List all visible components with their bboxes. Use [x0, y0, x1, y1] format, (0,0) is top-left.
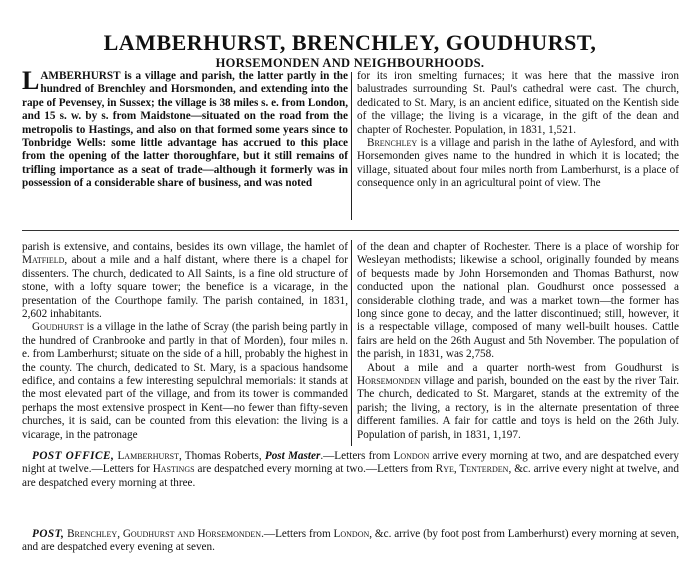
paragraph-text: About a mile and a quarter north-west from Goudhurst is — [367, 361, 679, 374]
place-name-horsemonden: Horsemonden — [357, 375, 421, 388]
paragraph-text: is a village and parish in the lathe of Aylesford, and with Horsemonden gives name to the hundred in which it is located; the village, situated about four miles north from Lamberhurst, is a place of consequence only in an agricultural point of view. The — [357, 137, 679, 190]
paragraph-goudhurst-end: of the dean and chapter of Rochester. There is a place of worship for Wesleyan methodists; likewise a school, originally founded by means of bequests made by John Horsemonden and Thomas Bathurst, now conducted upon the national plan. Goudhurst once possessed a considerable clothing trade, and was a market town—the former has long since gone to decay, and the latter discontinued; still, however, it is a respectable village, composed of many well-built houses. Cattle fairs are held on the 26th August and 5th November. The population of the parish, in 1831, was 2,758. — [357, 241, 679, 361]
place-rye-tenterden: Rye, Tenterden, — [435, 463, 512, 476]
post-text: Thomas Roberts, — [181, 450, 265, 462]
paragraph-text: parish is extensive, and contains, besides its own village, the hamlet of — [22, 241, 348, 253]
post-office-label: POST OFFICE, — [32, 450, 115, 462]
paragraph-lamberhurst-end: for its iron smelting furnaces; it was here that the massive iron balustrades surrounding St. Paul's cathedral were cast. The church, dedicated to St. Mary, is an ancient edifice, situated on the Kentish side of the village; the living is a vicarage, in the gift of the dean and chapter of Rochester. Population, in 1831, 1,521. — [357, 70, 679, 136]
paragraph-brenchley-end — [22, 241, 348, 321]
paragraph-horsemonden — [357, 362, 679, 442]
place-name-matfield: Matfield — [22, 254, 65, 267]
place-london: London — [393, 450, 430, 462]
post-text: —Letters from — [263, 528, 334, 540]
column-brenchley-goudhurst — [22, 241, 348, 442]
paragraph-text: is a village in the lathe of Scray (the parish being partly in the hundred of Cranbrooke and partly in that of Morden), four miles n. e. from Lamberhurst; situate on the side of a hill, probably the highest in the county. The church, dedicated to St. Mary, is a spacious handsome edifice, and contains a few interesting sepulchral memorials: it stands at the most elevated part of the village, and from its tower is commanded perhaps the most extensive prospect in Kent—no fewer than fifty-seven churches, it is said, can be counted from this elevation: the living is a vicarage, in the patronage — [22, 321, 348, 441]
place-name-brenchley: Brenchley — [367, 137, 418, 150]
post-text: , &c. arrive (by foot post from Lamberhurst) every morning at seven, and are despatched every evening at seven. — [22, 528, 680, 554]
place-london: London — [333, 528, 370, 540]
page-title: LAMBERHURST, BRENCHLEY, GOUDHURST, — [103, 30, 597, 55]
post-brenchley-goudhurst-horsemonden — [22, 528, 679, 555]
paragraph-lamberhurst — [22, 66, 348, 191]
post-office-place: Lamberhurst, — [114, 450, 182, 462]
section-divider — [22, 230, 679, 231]
paragraph-text: is a village and parish, the latter partly in the hundred of Brenchley and Horsmonden, and extending into the rape of Pevensey, in Sussex; the village is 38 miles s. e. from London, and 15 s. w. by s. from Maidstone—situated on the road from the metropolis to Hastings, and also on that formed some years since to Tonbridge Wells: some little advantage has accrued to this place from the opening of the latter thoroughfare, but it still remains of trifling importance as a seat of trade—although it formerly was in possession of a considerable share of business, and was noted — [22, 70, 348, 190]
column-goudhurst-horsemonden — [357, 241, 679, 442]
place-name-lamberhurst: AMBERHURST — [40, 70, 121, 82]
column-lamberhurst — [22, 66, 348, 191]
post-text: arrive every morning at two, and are despatched every night at twelve.—Letters for — [22, 450, 680, 476]
place-hastings: Hastings — [152, 463, 195, 476]
drop-cap: L — [22, 66, 40, 95]
paragraph-text: , about a mile and a half distant, where there is a chapel for dissenters. The church, dedicated to All Saints, is a fine old structure of stone, with a lofty square tower; the benefice is a vicarage, in the presentation of the Courthope family. The parish contained, in 1831, 2,602 inhabitants. — [22, 254, 348, 321]
column-divider-top — [351, 72, 352, 220]
paragraph-brenchley — [357, 137, 679, 191]
post-text: .—Letters from — [320, 450, 394, 462]
page-subtitle: HORSEMONDEN AND NEIGHBOURHOODS. — [215, 56, 485, 70]
post-label: POST, — [32, 528, 65, 540]
paragraph-goudhurst — [22, 321, 348, 442]
post-text: are despatched every morning at two.—Letters from — [194, 463, 436, 476]
paragraph-text: village and parish, bounded on the east by the river Tair. The church, dedicated to St. Margaret, stands at the extremity of the parish; the living, a rectory, is in the alternate presentation of three different families. A fair for cattle and toys is held on the 26th July. Population of parish, in 1831, 1,197. — [357, 375, 679, 441]
column-lamberhurst-continued — [357, 70, 679, 191]
post-text: &c. arrive every night at twelve, and are despatched every morning at three. — [22, 463, 679, 489]
column-divider-bottom — [351, 240, 352, 446]
post-master-title: Post Master — [264, 450, 321, 462]
post-places: Brenchley, Goudhurst and Horsemonden. — [64, 528, 264, 540]
place-name-goudhurst: Goudhurst — [32, 321, 84, 334]
post-office-lamberhurst — [22, 450, 679, 490]
